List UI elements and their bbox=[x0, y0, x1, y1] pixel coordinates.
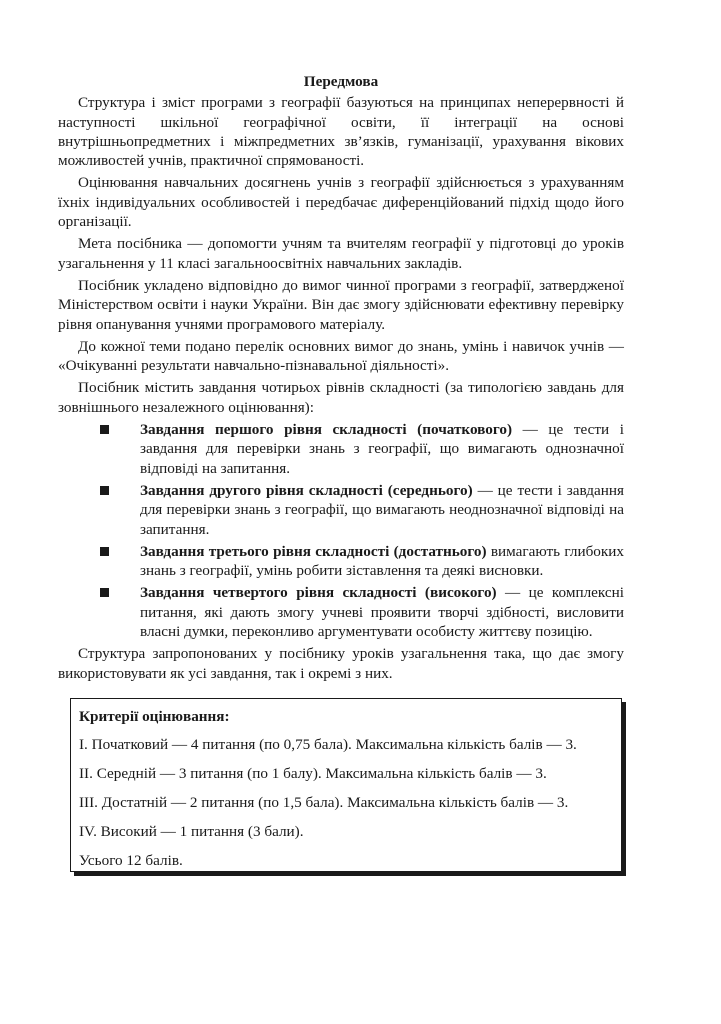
criteria-row: II. Середній — 3 питання (по 1 балу). Максимальна кількість балів — 3. bbox=[79, 765, 547, 783]
paragraph: Посібник містить завдання чотирьох рівнів складності (за типологією завдань для зовнішнього незалежного оцінювання): bbox=[58, 379, 624, 416]
paragraph: Мета посібника — допомогти учням та вчителям географії у підготовці до уроків узагальнення у 11 класі загальноосвітніх навчальних закладів. bbox=[58, 235, 624, 272]
criteria-total: Усього 12 балів. bbox=[79, 852, 183, 870]
paragraph: Структура і зміст програми з географії базуються на принципах неперервності й наступності шкільної географічної освіти, її інтеграції на основі внутрішньопредметних і міжпредметних зв’язків, гуманізації, урахування вікових можливостей учнів, практичної спрямованості. bbox=[58, 94, 624, 170]
criteria-row: I. Початковий — 4 питання (по 0,75 бала). Максимальна кількість балів — 3. bbox=[79, 736, 577, 754]
list-item bbox=[58, 583, 624, 641]
level-title: Завдання першого рівня складності (початкового) bbox=[140, 421, 513, 439]
level-title: Завдання третього рівня складності (достатнього) bbox=[140, 542, 487, 560]
list-item bbox=[58, 420, 624, 478]
difficulty-levels-list bbox=[58, 420, 624, 641]
square-bullet-icon bbox=[100, 486, 109, 495]
paragraph: До кожної теми подано перелік основних вимог до знань, умінь і навичок учнів — «Очікуванні результати навчально-пізнавальної діяльності». bbox=[58, 337, 624, 375]
body-text bbox=[58, 72, 624, 686]
criteria-heading: Критерії оцінювання: bbox=[79, 708, 230, 725]
list-item bbox=[58, 542, 624, 581]
level-title: Завдання другого рівня складності (середнього) bbox=[140, 481, 473, 499]
paragraph: Посібник укладено відповідно до вимог чинної програми з географії, затвердженої Міністерством освіти і науки України. Він дає змогу здійснювати ефективну перевірку рівня опанування учнями програмового матеріалу. bbox=[58, 276, 624, 333]
level-description: — це комплексні питання, які дають змогу учневі проявити творчі здібності, висловити власні думки, переконливо аргументувати особисту життєву позицію. bbox=[140, 584, 624, 641]
level-title: Завдання четвертого рівня складності (високого) bbox=[140, 584, 497, 602]
paragraph: Оцінювання навчальних досягнень учнів з географії здійснюється з урахуванням їхніх індивідуальних особливостей і передбачає диференційований підхід щодо його організації. bbox=[58, 174, 624, 231]
assessment-criteria-box bbox=[70, 698, 622, 872]
square-bullet-icon bbox=[100, 588, 109, 597]
square-bullet-icon bbox=[100, 547, 109, 556]
page-title: Передмова bbox=[303, 73, 379, 90]
paragraph: Структура запропонованих у посібнику уроків узагальнення така, що дає змогу використовувати як усі завдання, так і окремі з них. bbox=[58, 645, 624, 682]
list-item bbox=[58, 481, 624, 539]
level-description: — це тести і завдання для перевірки знань з географії, що вимагають неоднозначної відповіді на запитання. bbox=[140, 481, 624, 538]
square-bullet-icon bbox=[100, 425, 109, 434]
criteria-row: IV. Високий — 1 питання (3 бали). bbox=[79, 823, 304, 841]
criteria-row: III. Достатній — 2 питання (по 1,5 бала). Максимальна кількість балів — 3. bbox=[79, 794, 569, 812]
level-description: вимагають глибоких знань з географії, умінь робити зіставлення та деякі висновки. bbox=[140, 542, 624, 580]
level-description: — це тести і завдання для перевірки знань з географії, що вимагають однозначної відповіді на запитання. bbox=[140, 421, 624, 477]
